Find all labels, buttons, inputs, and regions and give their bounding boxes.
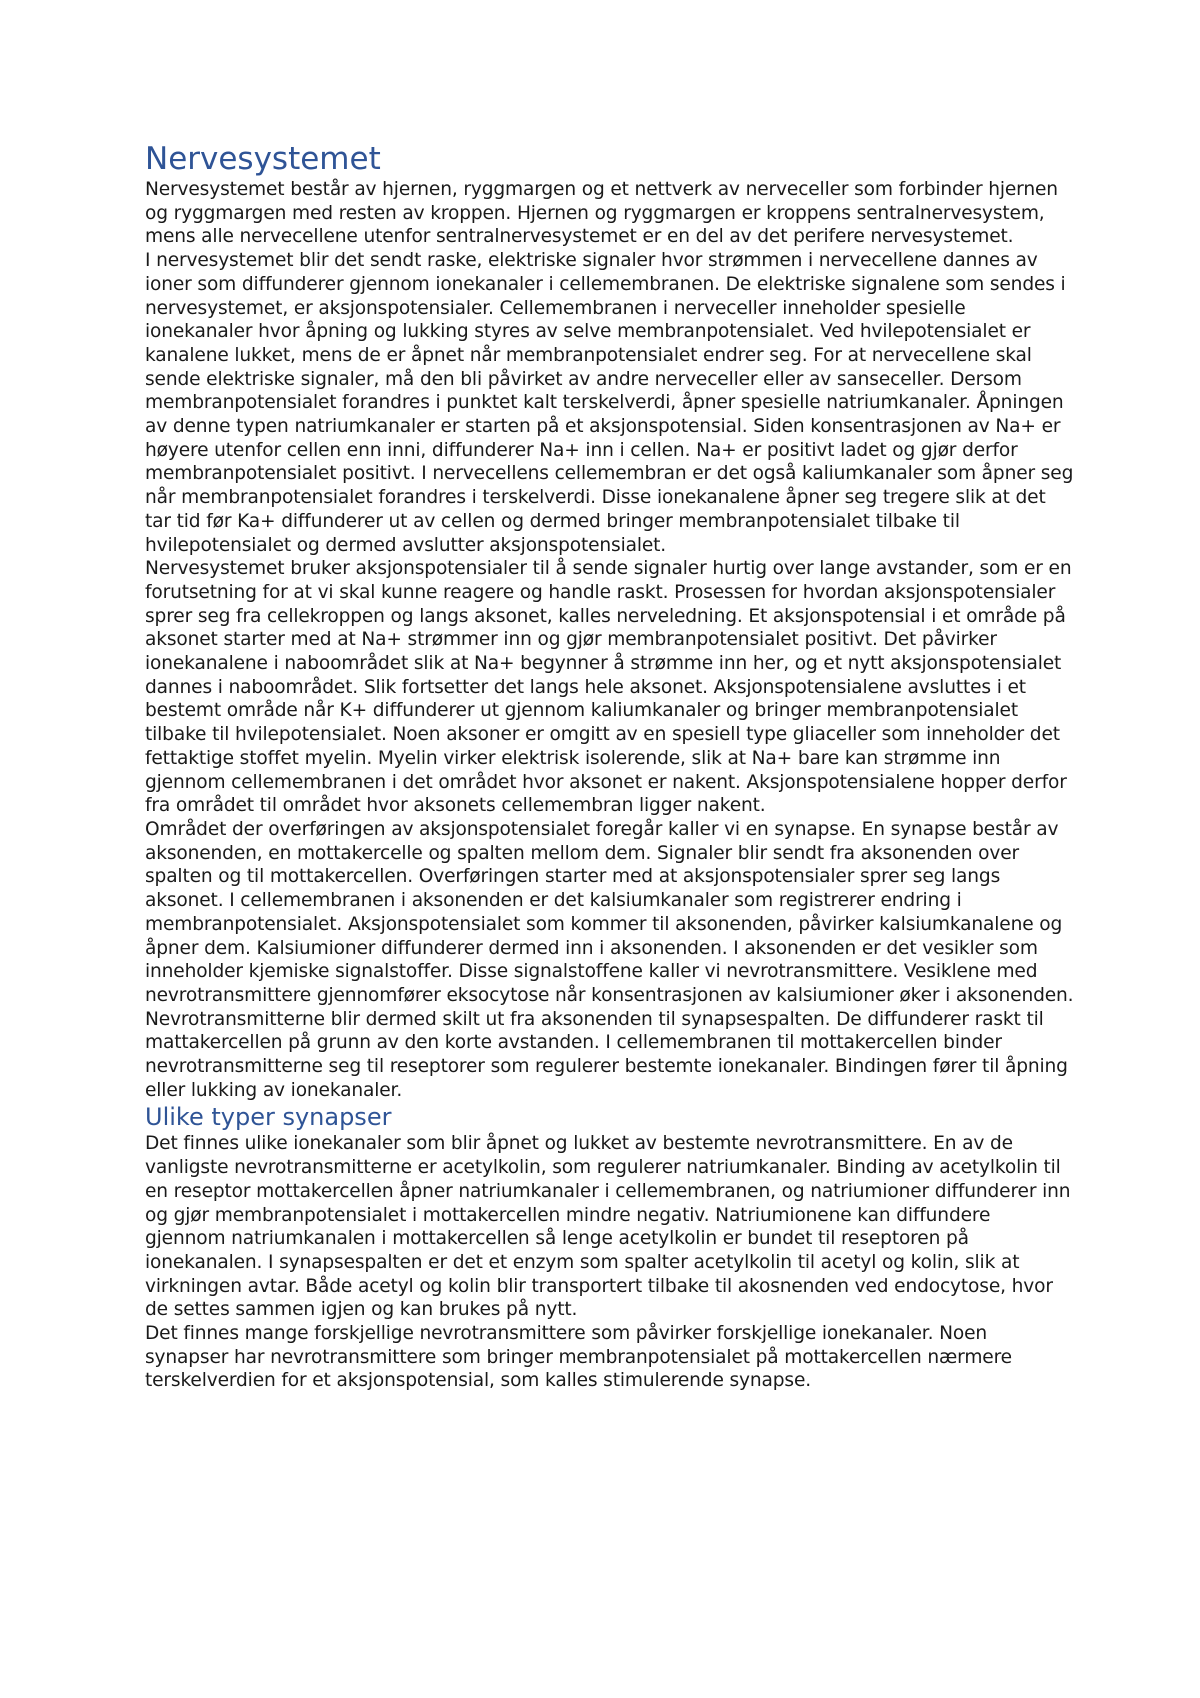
paragraph-signals: I nervesystemet blir det sendt raske, elektriske signaler hvor strømmen i nervecellene dannes av ioner som diffunderer gjennom ionekanaler i cellemembranen. De elektriske signalene som sendes i nervesystemet, er aksjonspotensialer. Cellemembranen i nerveceller inneholder spesielle ionekanaler hvor åpning og lukking styres av selve membranpotensialet. Ved hvilepotensialet er kanalene lukket, mens de er åpnet når membranpotensialet endrer seg. For at nervecellene skal sende elektriske signaler, må den bli påvirket av andre nerveceller eller av sanseceller. Dersom membranpotensialet forandres i punktet kalt terskelverdi, åpner spesielle natriumkanaler. Åpningen av denne typen natriumkanaler er starten på et aksjonspotensial. Siden konsentrasjonen av Na+ er høyere utenfor cellen enn inni, diffunderer Na+ inn i cellen. Na+ er positivt ladet og gjør derfor membranpotensialet positivt. I nervecellens cellemembran er det også kaliumkanaler som åpner seg når membranpotensialet forandres i terskelverdi. Disse ionekanalene åpner seg tregere slik at det tar tid før Ka+ diffunderer ut av cellen og dermed bringer membranpotensialet tilbake til hvilepotensialet og dermed avslutter aksjonspotensialet. xyxy=(145,250,1074,556)
paragraph-conduction: Nervesystemet bruker aksjonspotensialer til å sende signaler hurtig over lange avstander, som er en forutsetning for at vi skal kunne reagere og handle raskt. Prosessen for hvordan aksjonspotensialer sprer seg fra cellekroppen og langs aksonet, kalles nerveledning. Et aksjonspotensial i et område på aksonet starter med at Na+ strømmer inn og gjør membranpotensialet positivt. Det påvirker ionekanalene i naboområdet slik at Na+ begynner å strømme inn her, og et nytt aksjonspotensialet dannes i naboområdet. Slik fortsetter det langs hele aksonet. Aksjonspotensialene avsluttes i et bestemt område når K+ diffunderer ut gjennom kaliumkanaler og bringer membranpotensialet tilbake til hvilepotensialet. Noen aksoner er omgitt av en spesiell type gliaceller som inneholder det fettaktige stoffet myelin. Myelin virker elektrisk isolerende, slik at Na+ bare kan strømme inn gjennom cellemembranen i det området hvor aksonet er nakent. Aksjonspotensialene hopper derfor fra området til området hvor aksonets cellemembran ligger nakent. xyxy=(145,558,1072,817)
paragraph-ion-channels: Det finnes ulike ionekanaler som blir åpnet og lukket av bestemte nevrotransmittere. En av de vanligste nevrotransmitterne er acetylkolin, som regulerer natriumkanaler. Binding av acetylkolin til en reseptor mottakercellen åpner natriumkanaler i cellemembranen, og natriumioner diffunderer inn og gjør membranpotensialet i mottakercellen mindre negativ. Natriumionene kan diffundere gjennom natriumkanalen i mottakercellen så lenge acetylkolin er bundet til reseptoren på ionekanalen. I synapsespalten er det et enzym som spalter acetylkolin til acetyl og kolin, slik at virkningen avtar. Både acetyl og kolin blir transportert tilbake til akosnenden ved endocytose, hvor de settes sammen igjen og kan brukes på nytt. xyxy=(145,1133,1071,1321)
paragraph-synapse: Området der overføringen av aksjonspotensialet foregår kaller vi en synapse. En synapse består av aksonenden, en mottakercelle og spalten mellom dem. Signaler blir sendt fra aksonenden over spalten og til mottakercellen. Overføringen starter med at aksjonspotensialer sprer seg langs aksonet. I cellemembranen i aksonenden er det kalsiumkanaler som registrerer endring i membranpotensialet. Aksjonspotensialet som kommer til aksonenden, påvirker kalsiumkanalene og åpner dem. Kalsiumioner diffunderer dermed inn i aksonenden. I aksonenden er det vesikler som inneholder kjemiske signalstoffer. Disse signalstoffene kaller vi nevrotransmittere. Vesiklene med nevrotransmittere gjennomfører eksocytose når konsentrasjonen av kalsiumioner øker i aksonenden. Nevrotransmitterne blir dermed skilt ut fra aksonenden til synapsespalten. De diffunderer raskt til mattakercellen på grunn av den korte avstanden. I cellemembranen til mottakercellen binder nevrotransmitterne seg til reseptorer som regulerer bestemte ionekanaler. Bindingen fører til åpning eller lukking av ionekanaler. xyxy=(145,818,1074,1101)
document-title: Nervesystemet xyxy=(145,141,381,177)
paragraph-neurotransmitters: Det finnes mange forskjellige nevrotransmittere som påvirker forskjellige ionekanaler. Noen synapser har nevrotransmittere som bringer membranpotensialet på mottakercellen nærmere terskelverdien for et aksjonspotensial, som kalles stimulerende synapse. xyxy=(145,1323,1012,1392)
section-heading-synapse-types: Ulike typer synapser xyxy=(145,1103,392,1132)
document-page xyxy=(145,140,1075,1393)
paragraph-intro: Nervesystemet består av hjernen, ryggmargen og et nettverk av nerveceller som forbinder hjernen og ryggmargen med resten av kroppen. Hjernen og ryggmargen er kroppens sentralnervesystem, mens alle nervecellene utenfor sentralnervesystemet er en del av det perifere nervesystemet. xyxy=(145,179,1058,248)
